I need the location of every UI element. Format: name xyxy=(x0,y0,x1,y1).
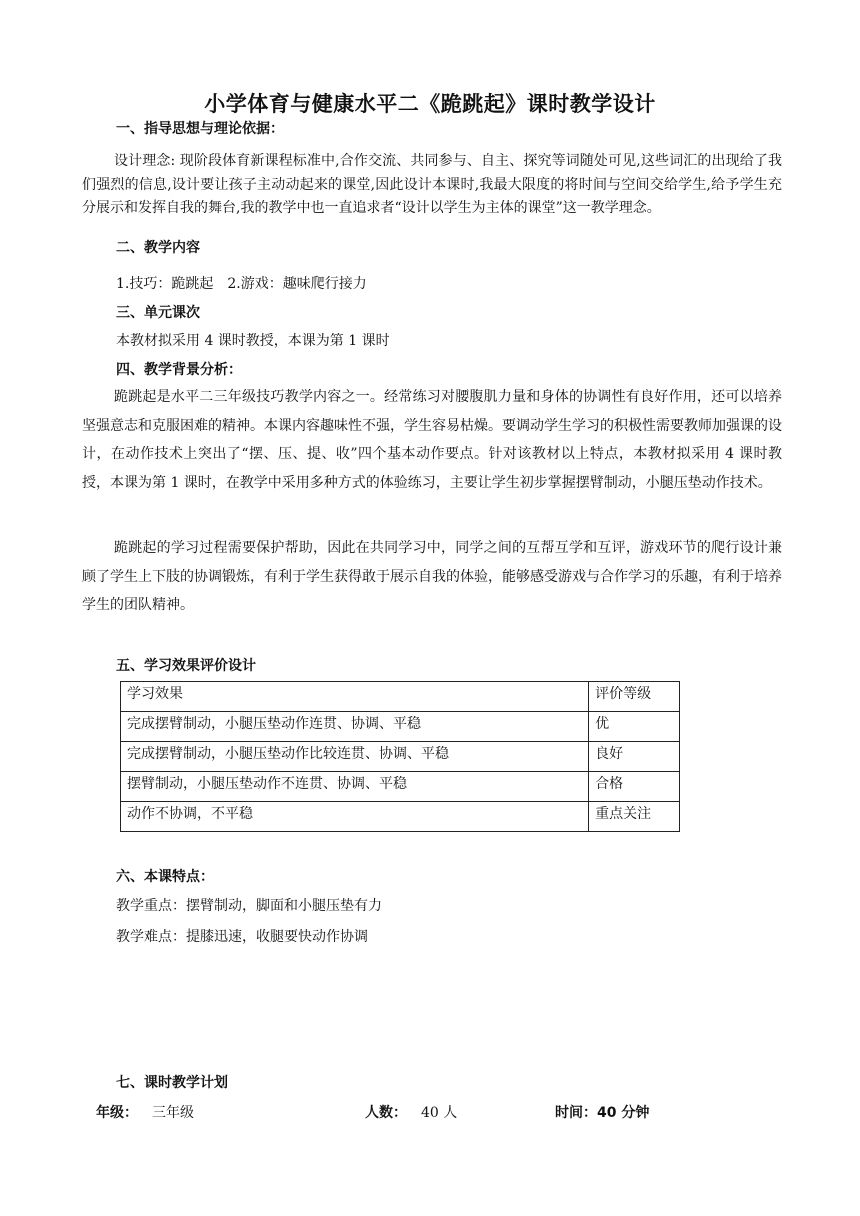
table-row xyxy=(121,772,680,802)
table-header-cell: 学习效果 xyxy=(121,682,589,712)
section-4-paragraph-1: 跪跳起是水平二三年级技巧教学内容之一。经常练习对腰腹肌力量和身体的协调性有良好作用，还可以培养坚强意志和克服困难的精神。本课内容趣味性不强，学生容易枯燥。要调动学生学习的积极性需要教师加强课的设计，在动作技术上突出了“摆、压、提、收”四个基本动作要点。针对该教材以上特点，本教材拟采用 4 课时教授，本课为第 1 课时，在教学中采用多种方式的体验练习，主要让学生初步掌握摆臂制动，小腿压垫动作技术。 xyxy=(82,389,782,491)
content-item-1: 1.技巧：跪跳起 xyxy=(116,276,214,292)
table-cell: 优 xyxy=(589,712,680,742)
grade-label: 年级： xyxy=(96,1105,138,1121)
content-item-2: 2.游戏：趣味爬行接力 xyxy=(227,276,367,292)
section-3-text: 本教材拟采用 4 课时教授，本课为第 1 课时 xyxy=(116,333,390,349)
section-4-heading: 四、教学背景分析： xyxy=(116,362,242,378)
student-count-info xyxy=(365,1102,457,1122)
document-title: 小学体育与健康水平二《跪跳起》课时教学设计 xyxy=(204,92,656,116)
table-cell: 完成摆臂制动，小腿压垫动作比较连贯、协调、平稳 xyxy=(121,742,589,772)
table-row xyxy=(121,802,680,832)
time-info: 时间：40 分钟 xyxy=(555,1105,650,1121)
section-3-heading: 三、单元课次 xyxy=(116,305,200,321)
teaching-difficult-point: 教学难点：提膝迅速，收腿要快动作协调 xyxy=(116,929,368,945)
teaching-key-point: 教学重点：摆臂制动，脚面和小腿压垫有力 xyxy=(116,898,382,914)
table-row xyxy=(121,742,680,772)
table-cell: 良好 xyxy=(589,742,680,772)
table-cell: 合格 xyxy=(589,772,680,802)
section-6-heading: 六、本课特点： xyxy=(116,869,214,885)
table-header-cell: 评价等级 xyxy=(589,682,680,712)
table-row xyxy=(121,712,680,742)
table-cell: 动作不协调，不平稳 xyxy=(121,802,589,832)
teaching-content-items xyxy=(116,273,367,293)
table-header-row xyxy=(121,682,680,712)
section-2-heading: 二、教学内容 xyxy=(116,240,200,256)
evaluation-table xyxy=(120,681,680,832)
grade-value: 三年级 xyxy=(152,1105,194,1121)
count-label: 人数： xyxy=(365,1105,407,1121)
section-7-heading: 七、课时教学计划 xyxy=(116,1075,228,1091)
count-value: 40 人 xyxy=(421,1105,458,1121)
table-cell: 摆臂制动，小腿压垫动作不连贯、协调、平稳 xyxy=(121,772,589,802)
section-4-paragraph-2: 跪跳起的学习过程需要保护帮助，因此在共同学习中，同学之间的互帮互学和互评，游戏环节的爬行设计兼顾了学生上下肢的协调锻炼，有利于学生获得敢于展示自我的体验，能够感受游戏与合作学习的乐趣，有利于培养学生的团队精神。 xyxy=(82,540,782,613)
table-cell: 完成摆臂制动，小腿压垫动作连贯、协调、平稳 xyxy=(121,712,589,742)
grade-info xyxy=(96,1102,194,1122)
section-1-heading: 一、指导思想与理论依据： xyxy=(116,121,284,137)
section-5-heading: 五、学习效果评价设计 xyxy=(116,658,256,674)
section-1-paragraph: 设计理念: 现阶段体育新课程标准中,合作交流、共同参与、自主、探究等词随处可见,这些词汇的出现给了我们强烈的信息,设计要让孩子主动动起来的课堂,因此设计本课时,我最大限度的将时间与空间交给学生,给予学生充分展示和发挥自我的舞台,我的教学中也一直追求者“设计以学生为主体的课堂”这一教学理念。 xyxy=(82,153,782,216)
table-cell: 重点关注 xyxy=(589,802,680,832)
